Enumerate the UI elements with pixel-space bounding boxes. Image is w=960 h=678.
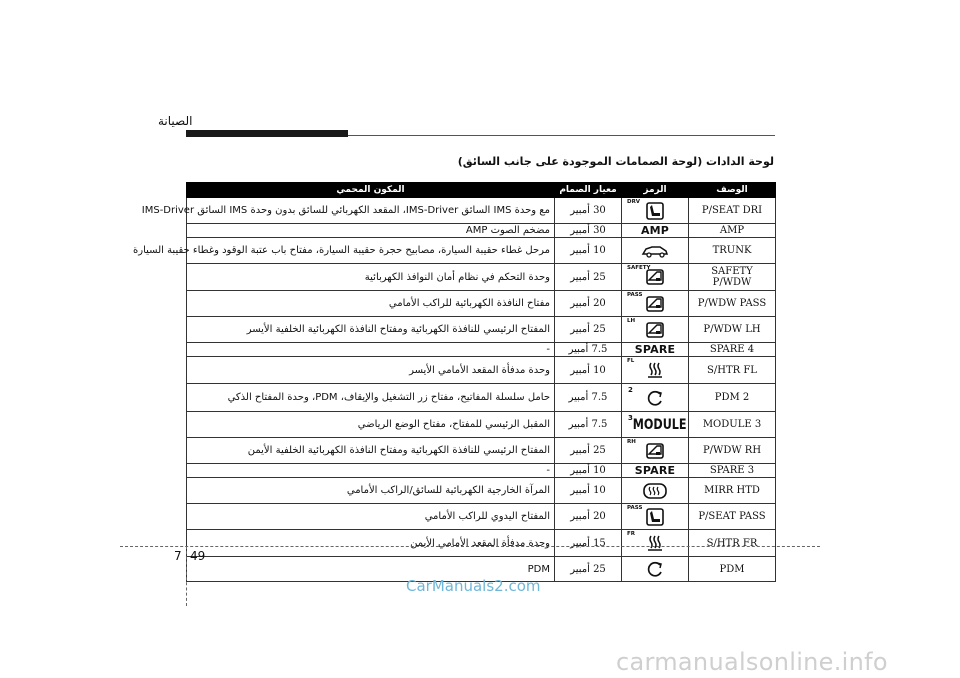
fuse-rating: 25 أمبير — [555, 264, 622, 291]
fuse-function: حامل سلسلة المفاتيح، مفتاح زر التشغيل والإيقاف، PDM، وحدة المفتاح الذكي — [187, 384, 555, 412]
fuse-symbol — [622, 412, 689, 438]
fuse-function: مرحل غطاء حقيبة السيارة، مصابيح حجرة حقيبة السيارة، مفتاح باب عتبة الوقود وغطاء حقيبة السيارة — [187, 238, 555, 264]
window-safety-icon — [645, 269, 665, 288]
fuse-rating: 25 أمبير — [555, 438, 622, 464]
fuse-rating: 7.5 أمبير — [555, 384, 622, 412]
fuse-function: - — [187, 464, 555, 478]
window-lh-icon — [645, 322, 665, 341]
fuse-function: مع وحدة IMS السائق IMS-Driver، المقعد الكهربائي للسائق بدون وحدة IMS السائق IMS-Driver — [187, 198, 555, 224]
page-number: 49 — [190, 549, 206, 563]
pdm2-rotate-icon — [646, 389, 664, 410]
seat-drv-icon — [646, 202, 664, 223]
table-row — [187, 317, 776, 343]
fuse-symbol — [622, 504, 689, 530]
table-row — [187, 238, 776, 264]
fuse-symbol — [622, 464, 689, 478]
fuse-rating: 25 أمبير — [555, 557, 622, 582]
fuse-symbol — [622, 384, 689, 412]
fuse-name: P/WDW RH — [689, 438, 776, 464]
symbol-tag: PASS — [627, 505, 643, 511]
window-pass-icon — [645, 296, 665, 315]
watermark-secondary[interactable]: carmanualsonline.info — [616, 648, 888, 676]
table-row — [187, 264, 776, 291]
fuse-rating: 25 أمبير — [555, 317, 622, 343]
fuse-name: SAFETY P/WDW — [689, 264, 776, 291]
table-row — [187, 357, 776, 384]
fuse-symbol — [622, 291, 689, 317]
pdm-rotate-icon — [646, 560, 664, 581]
section-title: الصيانة — [158, 114, 193, 128]
trunk-car-icon — [641, 244, 669, 261]
fuse-symbol — [622, 264, 689, 291]
fuse-function: المفتاح الرئيسي للنافذة الكهربائية ومفتاح النافذة الكهربائية الخلفية الأيمن — [187, 438, 555, 464]
footer-rule — [120, 546, 820, 547]
table-row — [187, 224, 776, 238]
header-bar — [186, 130, 348, 137]
seat-heater-fr-icon — [646, 534, 664, 555]
table-row — [187, 343, 776, 357]
table-row — [187, 504, 776, 530]
symbol-tag: FL — [627, 358, 635, 364]
fuse-function: مضخم الصوت AMP — [187, 224, 555, 238]
fuse-function: PDM — [187, 557, 555, 582]
fuse-symbol — [622, 357, 689, 384]
fuse-function: وحدة التحكم في نظام أمان النوافذ الكهربائية — [187, 264, 555, 291]
chapter-number: 7 — [174, 549, 182, 563]
table-row — [187, 478, 776, 504]
fuse-rating: 10 أمبير — [555, 478, 622, 504]
table-row — [187, 198, 776, 224]
fuse-symbol — [622, 238, 689, 264]
fuse-name: AMP — [689, 224, 776, 238]
fuse-symbol — [622, 198, 689, 224]
fuse-name: MODULE 3 — [689, 412, 776, 438]
header-symbol: الرمز — [622, 183, 689, 198]
symbol-tag: FR — [627, 531, 635, 537]
fuse-symbol — [622, 530, 689, 557]
fuse-rating: 10 أمبير — [555, 464, 622, 478]
fuse-symbol — [622, 343, 689, 357]
fuse-function: المفتاح اليدوي للراكب الأمامي — [187, 504, 555, 530]
mirror-heater-icon — [643, 483, 667, 502]
amp-text-icon: AMP — [640, 224, 670, 237]
fuse-name: PDM — [689, 557, 776, 582]
seat-pass-icon — [646, 508, 664, 529]
fuse-name: P/WDW PASS — [689, 291, 776, 317]
fuse-rating: 30 أمبير — [555, 198, 622, 224]
fuse-table — [133, 182, 776, 582]
fuse-rating: 10 أمبير — [555, 238, 622, 264]
fuse-name: PDM 2 — [689, 384, 776, 412]
fuse-symbol — [622, 317, 689, 343]
table-row — [187, 291, 776, 317]
table-row — [187, 464, 776, 478]
fuse-rating: 20 أمبير — [555, 291, 622, 317]
symbol-tag: DRV — [627, 199, 641, 205]
fuse-name: P/WDW LH — [689, 317, 776, 343]
fuse-rating: 7.5 أمبير — [555, 412, 622, 438]
seat-heater-fl-icon — [646, 361, 664, 382]
symbol-tag: PASS — [627, 292, 643, 298]
symbol-number: 2 — [628, 386, 633, 394]
fuse-function: وحدة مدفأة المقعد الأمامي الأيمن — [187, 530, 555, 557]
fuse-rating: 20 أمبير — [555, 504, 622, 530]
footer-divider — [186, 546, 187, 606]
spare-text-icon: SPARE — [634, 343, 676, 356]
table-title: لوحة الدادات (لوحة الصمامات الموجودة على جانب السائق) — [457, 155, 774, 168]
fuse-name: S/HTR FL — [689, 357, 776, 384]
fuse-symbol — [622, 224, 689, 238]
table-row — [187, 530, 776, 557]
symbol-tag: LH — [627, 318, 636, 324]
header-function: المكون المحمي — [187, 183, 555, 198]
fuse-symbol — [622, 557, 689, 582]
header-rule — [348, 135, 775, 136]
symbol-tag: RH — [627, 439, 636, 445]
fuse-rating: 7.5 أمبير — [555, 343, 622, 357]
fuse-function: المرآة الخارجية الكهربائية للسائق/الراكب الأمامي — [187, 478, 555, 504]
fuse-symbol — [622, 438, 689, 464]
fuse-symbol — [622, 478, 689, 504]
fuse-rating: 15 أمبير — [555, 530, 622, 557]
symbol-tag: SAFETY — [627, 265, 651, 271]
watermark-primary[interactable]: CarManuals2.com — [406, 577, 541, 595]
fuse-name: SPARE 4 — [689, 343, 776, 357]
spare-text-icon: SPARE — [634, 464, 676, 477]
window-rh-icon — [645, 443, 665, 462]
table-row — [187, 384, 776, 412]
fuse-function: مفتاح النافذة الكهربائية للراكب الأمامي — [187, 291, 555, 317]
header-rating: معيار الصمام — [555, 183, 622, 198]
table-row — [187, 438, 776, 464]
table-header-row — [187, 183, 776, 198]
header-name: الوصف — [689, 183, 776, 198]
fuse-name: SPARE 3 — [689, 464, 776, 478]
fuse-rating: 30 أمبير — [555, 224, 622, 238]
fuse-function: وحدة مدفأة المقعد الأمامي الأيسر — [187, 357, 555, 384]
fuse-name: P/SEAT DRI — [689, 198, 776, 224]
fuse-rating: 10 أمبير — [555, 357, 622, 384]
module-number: 3 — [628, 414, 633, 422]
fuse-name: S/HTR FR — [689, 530, 776, 557]
fuse-name: TRUNK — [689, 238, 776, 264]
fuse-function: المفتاح الرئيسي للنافذة الكهربائية ومفتاح النافذة الكهربائية الخلفية الأيسر — [187, 317, 555, 343]
fuse-name: MIRR HTD — [689, 478, 776, 504]
fuse-function: - — [187, 343, 555, 357]
table-row — [187, 412, 776, 438]
fuse-function: المقبل الرئيسي للمفتاح، مفتاح الوضع الرياضي — [187, 412, 555, 438]
fuse-name: P/SEAT PASS — [689, 504, 776, 530]
module3-text-icon: MODULE — [632, 416, 687, 433]
